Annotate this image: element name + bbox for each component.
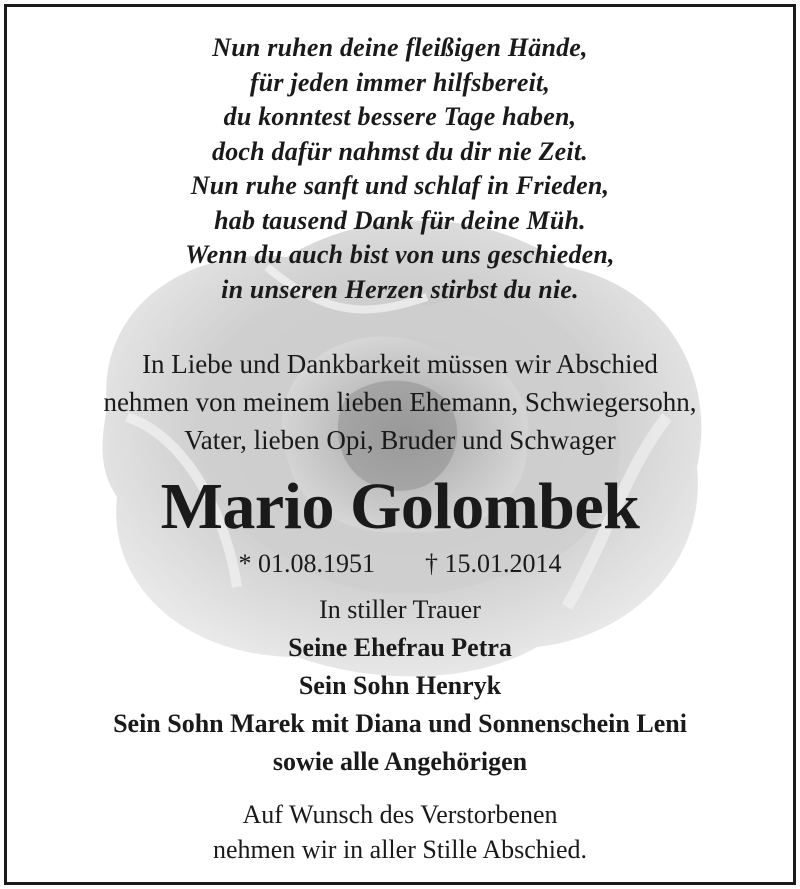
mourners (7, 591, 793, 781)
poem-line: Wenn du auch bist von uns geschieden, (185, 240, 615, 269)
life-dates (7, 547, 793, 581)
deceased-name: Mario Golombek (160, 470, 640, 543)
poem (7, 31, 793, 307)
intro-line: Vater, lieben Opi, Bruder und Schwager (184, 425, 616, 455)
poem-line: doch dafür nahmst du dir nie Zeit. (212, 136, 588, 166)
mourner-name: Sein Sohn Marek mit Diana und Sonnenschein Leni (113, 709, 687, 738)
poem-line: in unseren Herzen stirbst du nie. (221, 274, 579, 304)
poem-line: für jeden immer hilfsbereit, (249, 67, 551, 97)
death-date: † 15.01.2014 (425, 549, 562, 578)
poem-line: hab tausend Dank für deine Müh. (214, 205, 586, 235)
intro-line: nehmen von meinem lieben Ehemann, Schwiegersohn, (103, 387, 697, 417)
obituary-frame (4, 4, 796, 885)
intro-line: In Liebe und Dankbarkeit müssen wir Abschied (142, 349, 658, 379)
mourner-name: Sein Sohn Henryk (298, 671, 502, 700)
intro-text (7, 345, 793, 459)
poem-line: Nun ruhen deine fleißigen Hände, (212, 33, 588, 62)
closing-note (7, 797, 793, 867)
mourners-heading: In stiller Trauer (319, 595, 481, 624)
birth-date: * 01.08.1951 (238, 549, 375, 578)
mourner-name: Seine Ehefrau Petra (288, 633, 512, 662)
mourner-name: sowie alle Angehörigen (272, 747, 528, 776)
closing-line: nehmen wir in aller Stille Abschied. (212, 835, 588, 864)
poem-line: Nun ruhe sanft und schlaf in Frieden, (190, 171, 610, 200)
closing-line: Auf Wunsch des Verstorbenen (242, 800, 558, 829)
poem-line: du konntest bessere Tage haben, (223, 102, 577, 131)
